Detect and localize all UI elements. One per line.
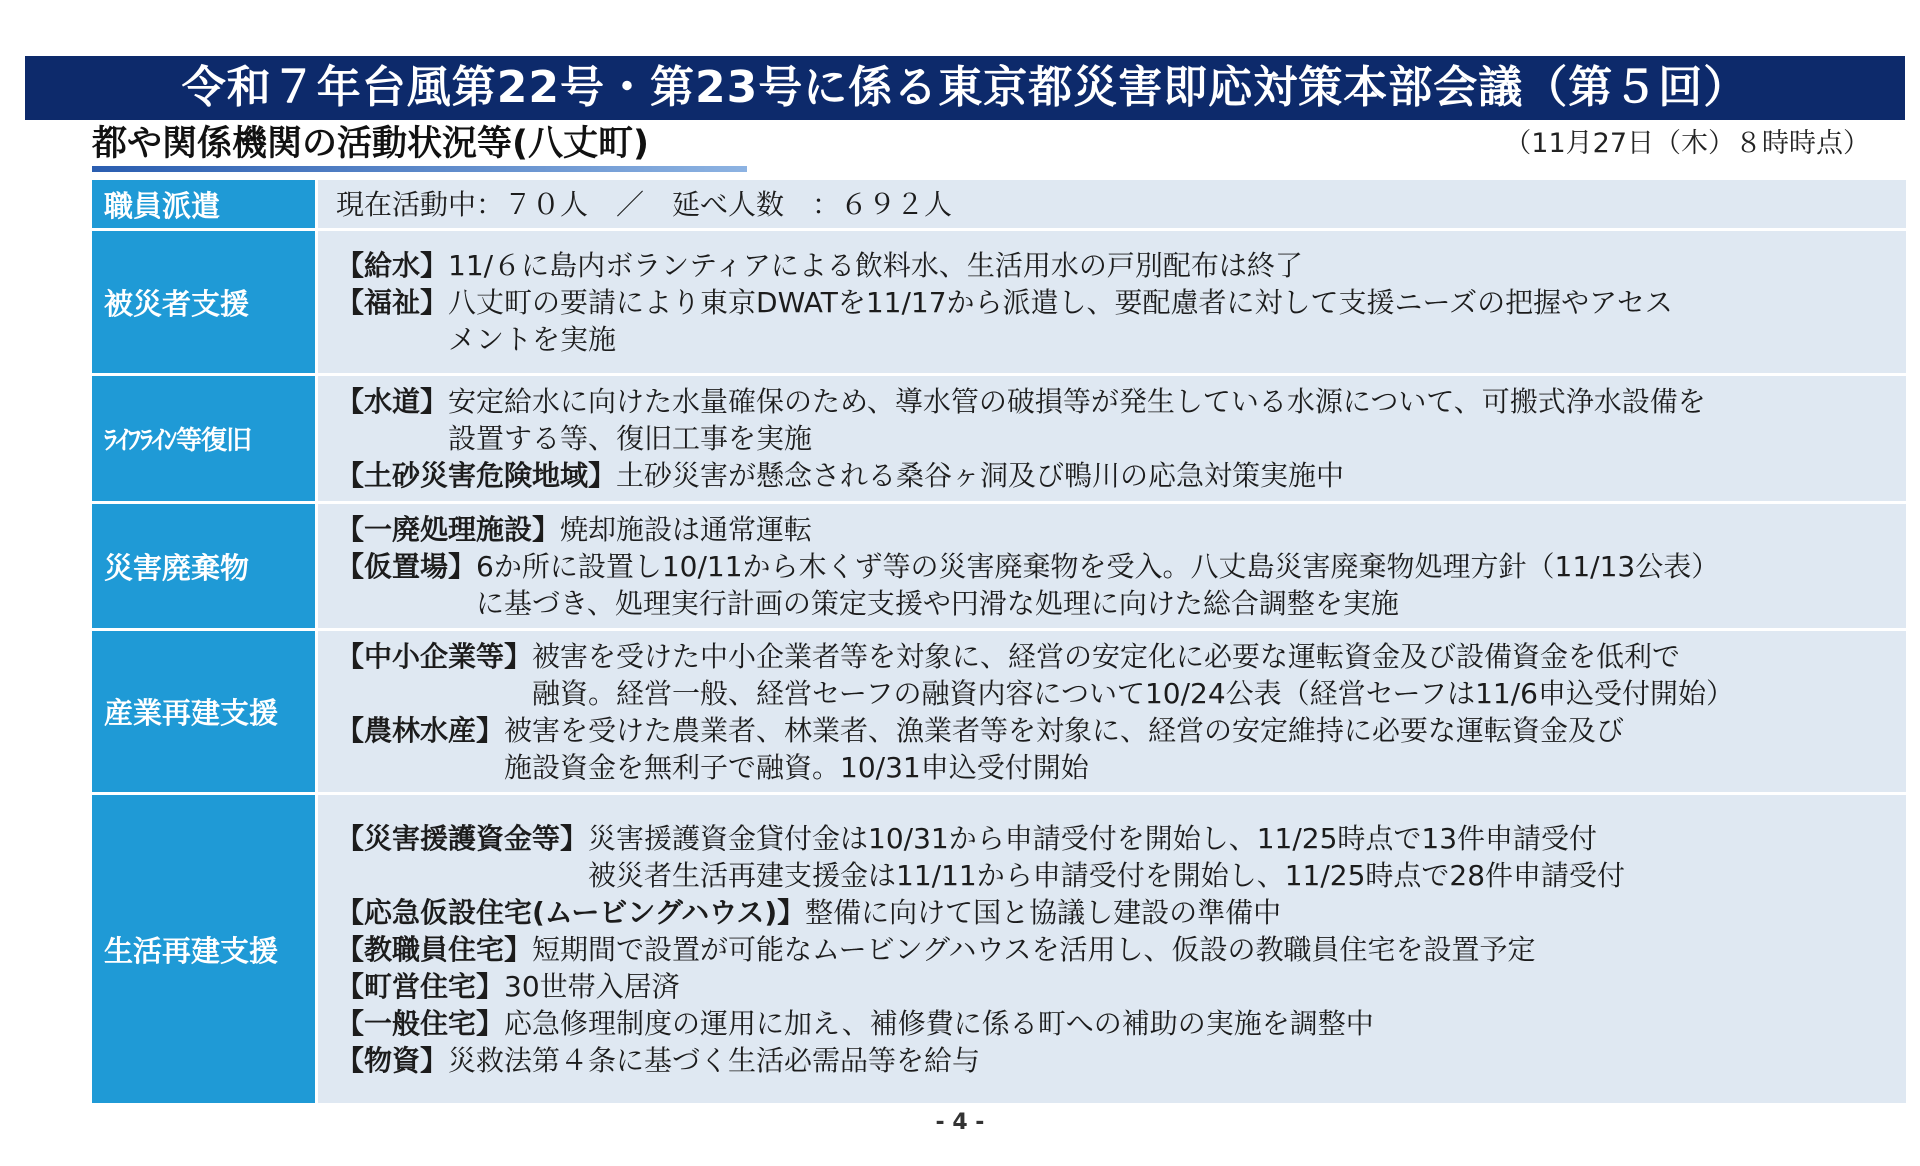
item-body: 土砂災害が懸念される桑谷ヶ洞及び鴨川の応急対策実施中	[616, 459, 1345, 492]
item-tag: 【福祉】	[336, 285, 449, 319]
list-item	[336, 1042, 1896, 1079]
list-item	[336, 457, 1896, 494]
item-body: 八丈町の要請により東京DWATを11/17から派遣し、要配慮者に対して支援ニーズの把握やアセス メントを実施	[448, 285, 1673, 356]
table-row-victim-support	[92, 231, 1906, 376]
item-body: 被害を受けた中小企業者等を対象に、経営の安定化に必要な運転資金及び設備資金を低利で 融資。経営一般、経営セーフの融資内容について10/24公表（経営セーフは11/6申込受付開始）	[532, 639, 1734, 710]
row-label: 職員派遣	[92, 180, 318, 228]
table-row-disaster-waste	[92, 504, 1906, 631]
row-label: ﾗｲﾌﾗｲﾝ等復旧	[92, 376, 318, 501]
item-tag: 【一廃処理施設】	[336, 512, 561, 546]
item-tag: 【仮置場】	[336, 549, 477, 583]
item-body: 11/６に島内ボランティアによる飲料水、生活用水の戸別配布は終了	[448, 248, 1303, 282]
list-item	[336, 284, 1896, 358]
item-body: 災害援護資金貸付金は10/31から申請受付を開始し、11/25時点で13件申請受付 被災者生活再建支援金は11/11から申請受付を開始し、11/25時点で28件申請受付	[588, 821, 1626, 892]
table-row-lifeline-restoration	[92, 376, 1906, 504]
item-tag: 【中小企業等】	[336, 639, 533, 673]
row-content	[318, 631, 1906, 792]
staff-count-text: 現在活動中：７０人 ／ 延べ人数 ：６９２人	[336, 187, 953, 221]
table-row-livelihood-reconstruction	[92, 795, 1906, 1103]
row-label: 被災者支援	[92, 231, 318, 373]
list-item	[336, 511, 1896, 548]
subtitle-underline	[92, 166, 747, 172]
table-row-industrial-reconstruction	[92, 631, 1906, 795]
row-content	[318, 795, 1906, 1103]
list-item	[336, 894, 1896, 931]
item-tag: 【給水】	[336, 248, 449, 282]
item-tag: 【一般住宅】	[336, 1006, 505, 1040]
page-number: - 4 -	[935, 1110, 985, 1135]
list-item	[336, 968, 1896, 1005]
row-label: 生活再建支援	[92, 795, 318, 1103]
item-body: 焼却施設は通常運転	[560, 512, 813, 546]
row-label: 災害廃棄物	[92, 504, 318, 628]
item-body: 整備に向けて国と協議し建設の準備中	[805, 895, 1282, 929]
item-body: 応急修理制度の運用に加え、補修費に係る町への補助の実施を調整中	[504, 1006, 1374, 1040]
item-tag: 【物資】	[336, 1043, 449, 1077]
row-content	[318, 504, 1906, 628]
as-of-timestamp: （11月27日（木）８時時点）	[1504, 128, 1870, 159]
item-tag: 【災害援護資金等】	[336, 821, 589, 855]
row-label: 産業再建支援	[92, 631, 318, 792]
item-body: 30世帯入居済	[504, 969, 680, 1003]
item-body: 安定給水に向けた水量確保のため、導水管の破損等が発生している水源について、可搬式浄水設備を 設置する等、復旧工事を実施	[448, 385, 1706, 455]
item-body: 被害を受けた農業者、林業者、漁業者等を対象に、経営の安定維持に必要な運転資金及び 施設資金を無利子で融資。10/31申込受付開始	[504, 713, 1625, 784]
item-tag: 【町営住宅】	[336, 969, 505, 1003]
list-item	[336, 383, 1896, 457]
list-item	[336, 247, 1896, 284]
list-item	[336, 820, 1896, 894]
list-item	[336, 548, 1896, 622]
item-body: 災救法第４条に基づく生活必需品等を給与	[448, 1043, 981, 1077]
list-item	[336, 931, 1896, 968]
table-row-staff-dispatch	[92, 180, 1906, 231]
section-subtitle: 都や関係機関の活動状況等(八丈町)	[92, 124, 649, 164]
item-tag: 【農林水産】	[336, 713, 505, 747]
item-tag: 【教職員住宅】	[336, 932, 533, 966]
list-item	[336, 712, 1896, 786]
list-item	[336, 638, 1896, 712]
meeting-title-banner: 令和７年台風第22号・第23号に係る東京都災害即応対策本部会議（第５回）	[25, 56, 1905, 120]
item-body: 6か所に設置し10/11から木くず等の災害廃棄物を受入。八丈島災害廃棄物処理方針（11/13公表） に基づき、処理実行計画の策定支援や円滑な処理に向けた総合調整を実施	[476, 549, 1720, 620]
row-content	[318, 376, 1906, 501]
activity-status-table	[92, 180, 1906, 1103]
row-content	[318, 231, 1906, 373]
row-content	[318, 180, 1906, 228]
item-tag: 【土砂災害危険地域】	[336, 459, 617, 492]
item-tag: 【水道】	[336, 385, 449, 418]
item-tag: 【応急仮設住宅(ムービングハウス)】	[336, 895, 806, 929]
list-item	[336, 1005, 1896, 1042]
item-body: 短期間で設置が可能なムービングハウスを活用し、仮設の教職員住宅を設置予定	[532, 932, 1536, 966]
